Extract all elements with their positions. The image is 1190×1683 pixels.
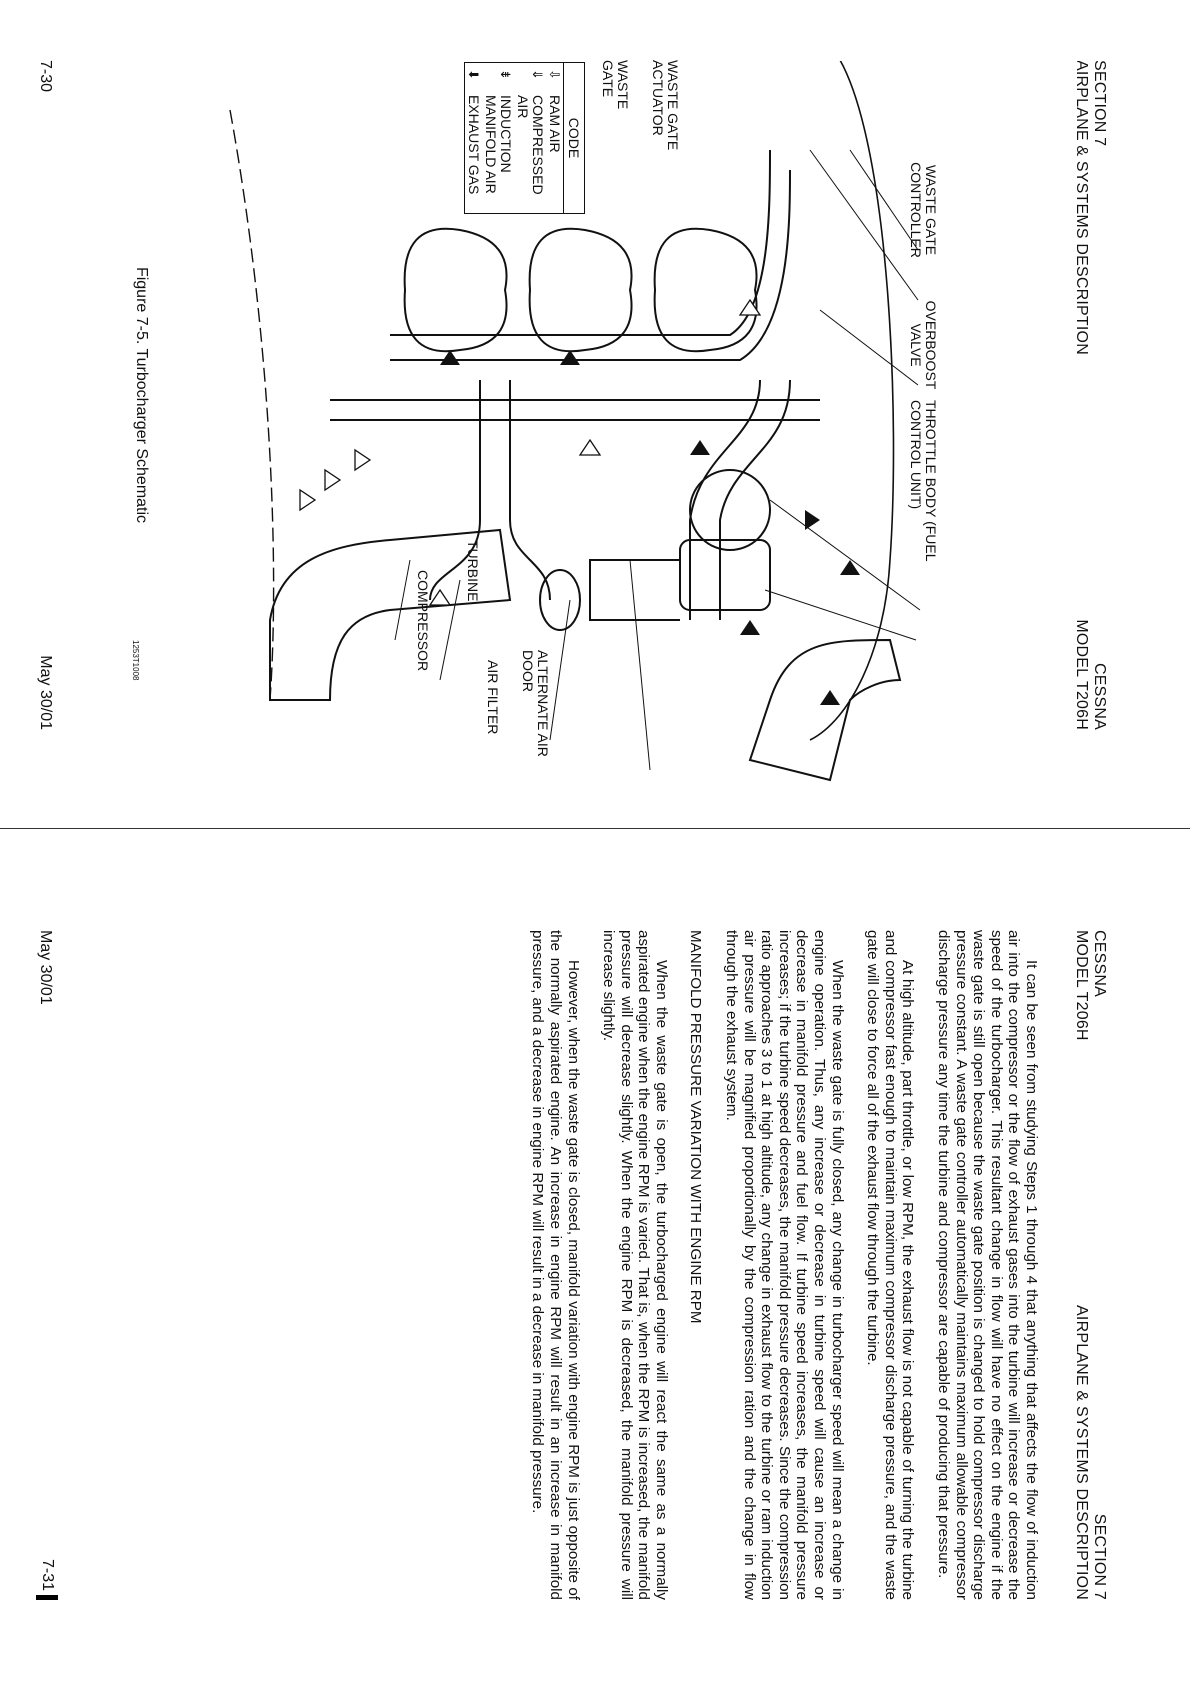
code-legend-title: CODE [563,63,584,213]
callout-waste-gate-actuator: WASTE GATE ACTUATOR [650,60,681,151]
page-header-right: CESSNA MODEL T206H [1073,619,1108,730]
code-item-compressed-air: ⇓ COMPRESSED AIR [515,69,546,195]
callout-alternate-air-door: ALTERNATE AIR DOOR [520,650,551,757]
exhaust-pipe [750,640,900,780]
code-item-induction-manifold-air: ⇟ INDUCTION MANIFOLD AIR [483,69,514,194]
figure-caption: Figure 7-5. Turbocharger Schematic [133,266,150,524]
figure-reference-number: 1253T1008 [131,640,140,681]
revision-bar [36,1595,58,1600]
cowling-outline [810,60,893,740]
callout-waste-gate-controller: WASTE GATE CONTROLLER [908,162,939,258]
page-header-left: SECTION 7 AIRPLANE & SYSTEMS DESCRIPTION [1073,60,1108,355]
code-item-ram-air: ⇩ RAM AIR [547,69,563,153]
page-number: 7-31 [38,1558,56,1591]
paragraph: However, when the waste gate is closed, manifold variation with engine RPM is just opposite of the normally aspirated engine. An increase in engine RPM will result in an increase in manifold pressure, and a decrease in engine RPM will result in a decrease in manifold pressure. [529,930,582,1600]
paragraph: At high altitude, part throttle, or low RPM, the exhaust flow is not capable of turning the turbine and compressor fast enough to maintain maximum compressor discharge pressure, and the waste gate will close to force all of the exhaust flow through the turbine. [864,930,917,1600]
turbocharger-body [540,470,770,630]
page-number: 7-30 [37,60,54,93]
page-7-31 [0,870,1150,1660]
manifold-tubes [330,150,820,620]
page-header-right: SECTION 7 AIRPLANE & SYSTEMS DESCRIPTION [1073,1305,1108,1600]
leader-lines [395,150,920,770]
paragraph: It can be seen from studying Steps 1 through 4 that anything that affects the flow of induction air into the compressor or the flow of exhaust gases into the turbine will increase or decrease the speed of the turbocharger. This resultant change in flow will have no effect on the engine if the waste gate is still open because the waste gate position is changed to hold compressor discharge pressure constant. A waste gate controller automatically maintains maximum allowable compressor discharge pressure any time the turbine and compressor are capable of producing that pressure. [935,930,1040,1600]
page-gutter [0,828,1190,829]
callout-turbine: TURBINE [465,540,481,602]
page-date: May 30/01 [37,655,54,730]
callout-waste-gate: WASTE GATE [600,60,631,110]
code-legend [464,62,585,214]
paragraph: When the waste gate is open, the turbocharged engine will react the same as a normally aspirated engine when the engine RPM is varied. That is, when the RPM is increased, the manifold pressure will decrease slightly. When the engine RPM is decreased, the manifold pressure will increase slightly. [600,930,670,1600]
code-item-exhaust-gas: ⬇ EXHAUST GAS [466,69,482,195]
page-header-left: CESSNA MODEL T206H [1073,930,1108,1041]
callout-compressor: COMPRESSOR [415,570,431,672]
hatched-arrow-icon: ⇓ [530,69,545,80]
callout-overboost-valve: OVERBOOST VALVE [908,300,939,390]
callout-air-filter: AIR FILTER [485,660,501,735]
page-number-wrap [36,1559,58,1600]
cylinders [405,229,757,352]
callout-throttle-body: THROTTLE BODY (FUEL CONTROL UNIT) [908,400,939,562]
outline-arrow-icon: ⇩ [547,69,562,80]
page-7-30 [0,0,1150,790]
section-heading: MANIFOLD PRESSURE VARIATION WITH ENGINE RPM [687,930,705,1324]
page-date: May 30/01 [37,930,54,1005]
solid-arrow-icon: ⬇ [466,69,481,80]
paragraph: When the waste gate is fully closed, any change in turbocharger speed will mean a change in engine operation. Thus, any increase or decrease in turbine speed will cause an increase or decrease in manifold pressure and fuel flow. If turbine speed increases, the manifold pressure increases; if the turbine speed decreases, the manifold pressure decreases. Since the compression ratio approaches 3 to 1 at high altitude, any change in exhaust flow to the turbine or ram induction air pressure will be magnified proportionally by the compression ration and the change in flow through the exhaust system. [723,930,846,1600]
striped-arrow-icon: ⇟ [498,69,513,80]
body-text [511,930,1040,1600]
cowling-lower [230,110,274,700]
flow-arrows-exhaust [440,350,860,705]
